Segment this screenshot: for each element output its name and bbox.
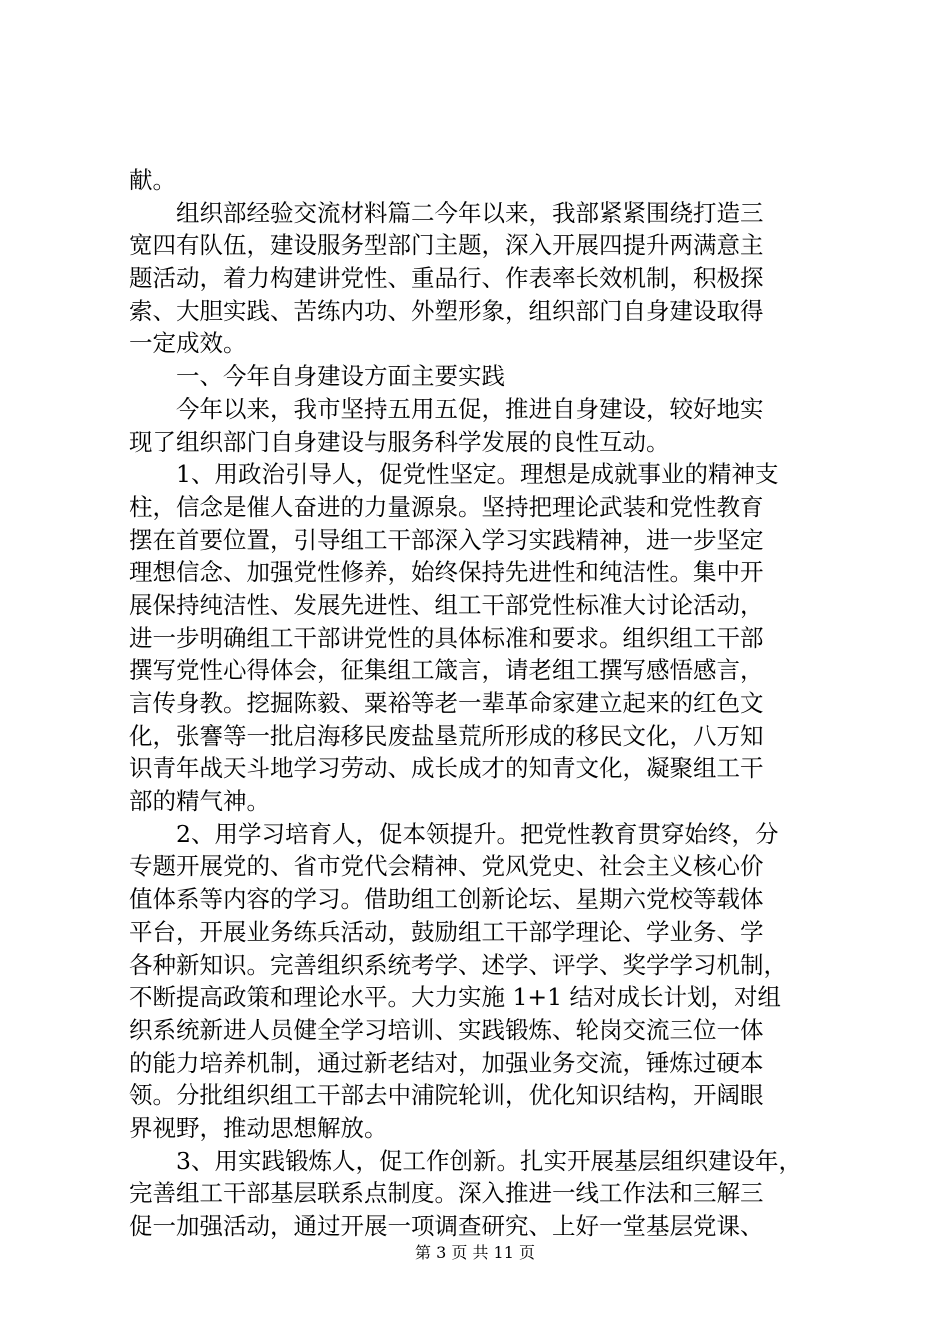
text-line: 化，张謇等一批启海移民废盐垦荒所形成的移民文化，八万知	[129, 721, 764, 750]
text-line: 展保持纯洁性、发展先进性、组工干部党性标准大讨论活动，	[129, 590, 764, 619]
text-line: 摆在首要位置，引导组工干部深入学习实践精神，进一步坚定	[129, 525, 764, 554]
text-line: 柱，信念是催人奋进的力量源泉。坚持把理论武装和党性教育	[129, 492, 764, 521]
document-body	[129, 164, 829, 1243]
text-line: 3、用实践锻炼人，促工作创新。扎实开展基层组织建设年，	[129, 1146, 802, 1175]
text-line: 织系统新进人员健全学习培训、实践锻炼、轮岗交流三位一体	[129, 1015, 764, 1044]
text-line: 题活动，着力构建讲党性、重品行、作表率长效机制，积极探	[129, 264, 764, 293]
text-line: 进一步明确组工干部讲党性的具体标准和要求。组织组工干部	[129, 623, 764, 652]
text-line: 2、用学习培育人，促本领提升。把党性教育贯穿始终，分	[129, 819, 779, 848]
text-line: 的能力培养机制，通过新老结对，加强业务交流，锤炼过硬本	[129, 1048, 764, 1077]
text-line: 索、大胆实践、苦练内功、外塑形象，组织部门自身建设取得	[129, 296, 764, 325]
text-line: 领。分批组织组工干部去中浦院轮训，优化知识结构，开阔眼	[129, 1081, 764, 1110]
text-line: 不断提高政策和理论水平。大力实施 1+1 结对成长计划，对组	[129, 983, 782, 1012]
text-line: 促一加强活动，通过开展一项调查研究、上好一堂基层党课、	[129, 1212, 764, 1240]
text-line: 今年以来，我市坚持五用五促，推进自身建设，较好地实	[129, 394, 764, 423]
text-line: 识青年战天斗地学习劳动、成长成才的知青文化，凝聚组工干	[129, 754, 764, 783]
text-line: 理想信念、加强党性修养，始终保持先进性和纯洁性。集中开	[129, 558, 764, 587]
text-line: 献。	[129, 166, 176, 194]
text-line: 1、用政治引导人，促党性坚定。理想是成就事业的精神支	[129, 460, 779, 489]
text-line: 各种新知识。完善组织系统考学、述学、评学、奖学学习机制，	[129, 950, 787, 979]
text-line: 完善组工干部基层联系点制度。深入推进一线工作法和三解三	[129, 1179, 764, 1208]
text-line: 宽四有队伍，建设服务型部门主题，深入开展四提升两满意主	[129, 231, 764, 260]
text-line: 言传身教。挖掘陈毅、粟裕等老一辈革命家建立起来的红色文	[129, 689, 764, 717]
text-line: 一定成效。	[129, 329, 247, 358]
page-footer: 第 3 页 共 11 页	[415, 1243, 535, 1262]
text-line: 组织部经验交流材料篇二今年以来，我部紧紧围绕打造三	[129, 198, 764, 227]
text-line: 现了组织部门自身建设与服务科学发展的良性互动。	[129, 427, 670, 456]
text-line: 一、今年自身建设方面主要实践	[129, 362, 505, 391]
text-line: 界视野，推动思想解放。	[129, 1113, 388, 1142]
text-line: 部的精气神。	[129, 787, 270, 816]
text-line: 值体系等内容的学习。借助组工创新论坛、星期六党校等载体	[129, 885, 764, 914]
text-line: 专题开展党的、省市党代会精神、党风党史、社会主义核心价	[129, 852, 764, 881]
text-line: 平台，开展业务练兵活动，鼓励组工干部学理论、学业务、学	[129, 917, 764, 946]
text-line: 撰写党性心得体会，征集组工箴言，请老组工撰写感悟感言，	[129, 656, 764, 685]
